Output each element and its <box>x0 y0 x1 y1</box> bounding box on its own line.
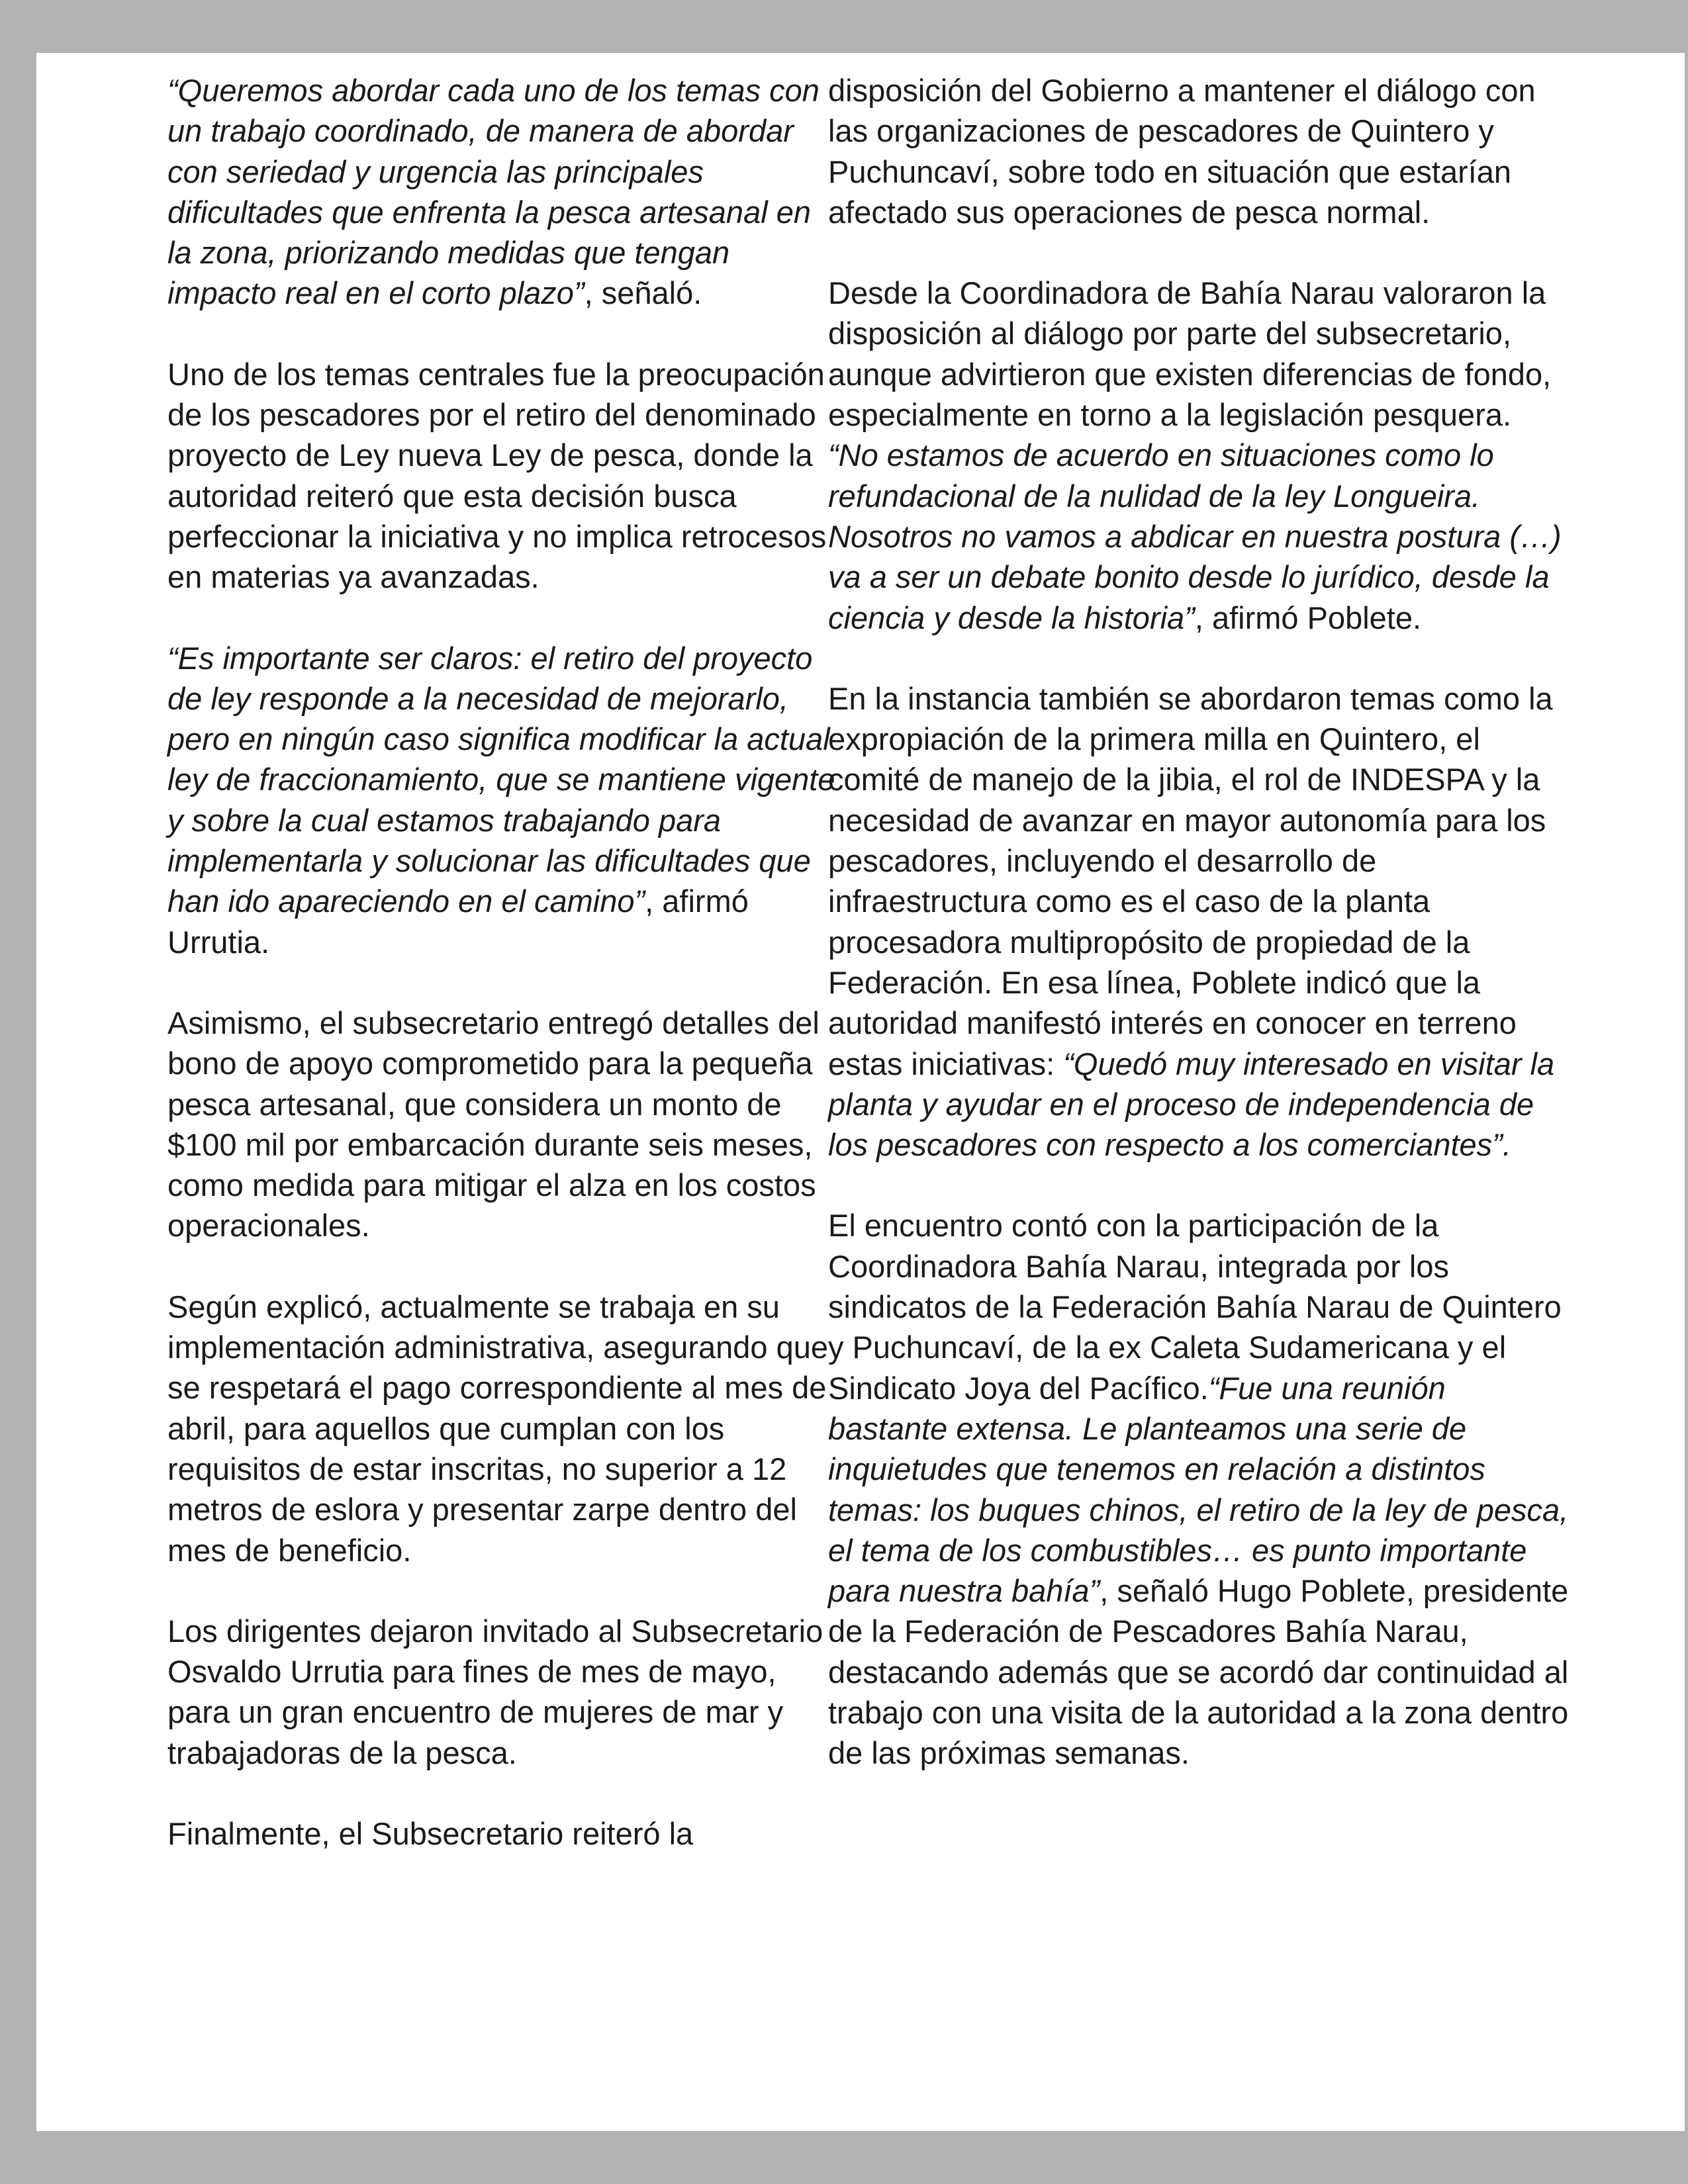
paragraph-support-bonus: Asimismo, el subsecretario entregó detalles del bono de apoyo comprometido para la pequeña pesca artesanal, que considera un monto de $100 mil por embarcación durante seis meses, como medida para mitigar el alza en los costos operacionales. <box>167 1005 820 1244</box>
paragraph-law-withdrawal: Uno de los temas centrales fue la preocupación de los pescadores por el retiro del denominado proyecto de Ley nueva Ley de pesca, donde la autoridad reiteró que esta decisión busca perfeccionar la iniciativa y no implica retrocesos en materias ya avanzadas. <box>167 356 827 595</box>
right-column <box>828 70 1570 1774</box>
paragraph-quote-urrutia <box>167 638 836 962</box>
left-column <box>167 70 836 1854</box>
attribution-text: , señaló. <box>584 275 702 311</box>
quote-text: “Queremos abordar cada uno de los temas con un trabajo coordinado, de manera de abordar con seriedad y urgencia las principales dificultades que enfrenta la pesca artesanal en la zona, priorizando medidas que tengan impacto real en el corto plazo” <box>167 73 820 311</box>
paragraph-coordinadora-view <box>828 273 1570 638</box>
paragraph-implementation: Según explicó, actualmente se trabaja en su implementación administrativa, asegurando que se respetará el pago correspondiente al mes de abril, para aquellos que cumplan con los requisitos de estar inscritas, no superior a 12 metros de eslora y presentar zarpe dentro del mes de beneficio. <box>167 1289 829 1568</box>
quote-text: “Quedó muy interesado en visitar la planta y ayudar en el proceso de independencia de los pescadores con respecto a los comerciantes”. <box>828 1046 1555 1163</box>
paragraph-finally: Finalmente, el Subsecretario reiteró la <box>167 1815 694 1851</box>
body-text: Desde la Coordinadora de Bahía Narau valoraron la disposición al diálogo por parte del subsecretario, aunque advirtieron que existen diferencias de fondo, especialmente en torno a la legislación pesquera. <box>828 275 1552 433</box>
paragraph-invitation: Los dirigentes dejaron invitado al Subsecretario Osvaldo Urrutia para fines de mes de mayo, para un gran encuentro de mujeres de mar y trabajadoras de la pesca. <box>167 1613 823 1770</box>
quote-text: “Fue una reunión bastante extensa. Le planteamos una serie de inquietudes que tenemos en relación a distintos temas: los buques chinos, el retiro de la ley de pesca, el tema de los combustibles… es punto importante para nuestra bahía” <box>828 1370 1569 1609</box>
quote-text: “Es importante ser claros: el retiro del proyecto de ley responde a la necesidad de mejorarlo, pero en ningún caso significa modificar la actual ley de fraccionamiento, que se mantiene vigente y sobre la cual estamos trabajando para implementarla y solucionar las dificultades que han ido apareciendo en el camino” <box>167 640 835 919</box>
paragraph-other-topics <box>828 678 1570 1165</box>
body-text: En la instancia también se abordaron temas como la expropiación de la primera milla en Quintero, el comité de manejo de la jibia, el rol de INDESPA y la necesidad de avanzar en mayor autonomía para los pescadores, incluyendo el desarrollo de infraestructura como es el caso de la planta procesadora multipropósito de propiedad de la Federación. En esa línea, Poblete indicó que la autoridad manifestó interés en conocer en terreno estas iniciativas: <box>828 680 1553 1081</box>
attribution-text: , afirmó Poblete. <box>1194 600 1422 635</box>
attribution-text: , señaló Hugo Poblete, presidente de la Federación de Pescadores Bahía Narau, destacando además que se acordó dar continuidad al trabajo con una visita de la autoridad a la zona dentro de las próximas semanas. <box>828 1573 1569 1771</box>
quote-text: “No estamos de acuerdo en situaciones como lo refundacional de la nulidad de la ley Longueira. Nosotros no vamos a abdicar en nuestra postura (…) va a ser un debate bonito desde lo jurídico, desde la ciencia y desde la historia” <box>828 437 1562 635</box>
paragraph-government-dialogue: disposición del Gobierno a mantener el diálogo con las organizaciones de pescadores de Quintero y Puchuncaví, sobre todo en situación que estarían afectado sus operaciones de pesca normal. <box>828 73 1536 230</box>
paragraph-quote-coordinated-work <box>167 70 836 314</box>
attribution-text: , afirmó Urrutia. <box>167 884 749 960</box>
document-page <box>36 53 1685 2131</box>
paragraph-meeting-participants <box>828 1205 1570 1773</box>
body-text: El encuentro contó con la participación de la Coordinadora Bahía Narau, integrada por los sindicatos de la Federación Bahía Narau de Quintero y Puchuncaví, de la ex Caleta Sudamericana y el Sindicato Joya del Pacífico. <box>828 1208 1562 1406</box>
